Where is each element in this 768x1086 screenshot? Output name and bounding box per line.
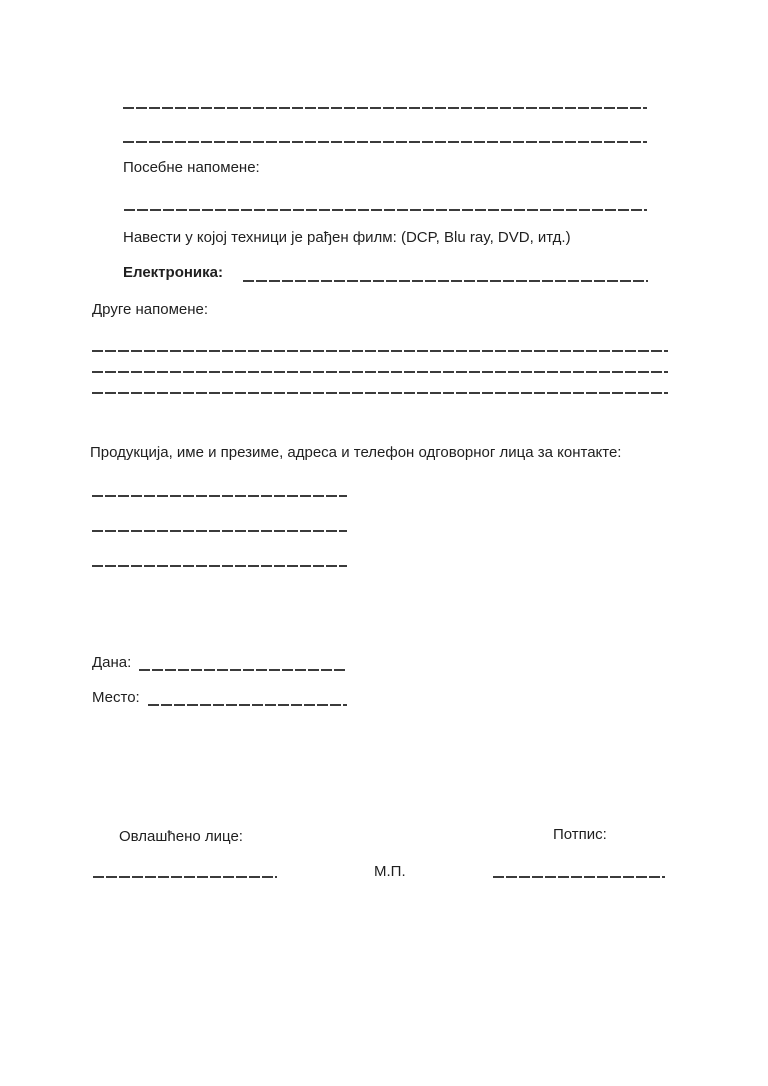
- electronics-input-line[interactable]: [243, 280, 648, 282]
- date-input-line[interactable]: [139, 669, 347, 671]
- authorized-person-label: Овлашћено лице:: [119, 828, 243, 845]
- production-contact-input-line-2[interactable]: [92, 530, 347, 532]
- place-input-line[interactable]: [148, 704, 347, 706]
- production-contact-label: Продукција, име и презиме, адреса и телефон одговорног лица за контакте:: [90, 444, 622, 461]
- notes-blank-line-1[interactable]: [123, 107, 647, 109]
- other-notes-label: Друге напомене:: [92, 301, 209, 318]
- special-notes-input-line[interactable]: [124, 209, 647, 211]
- notes-blank-line-2[interactable]: [123, 141, 647, 143]
- electronics-label: Електроника:: [123, 264, 223, 281]
- production-contact-input-line-1[interactable]: [92, 495, 347, 497]
- stamp-placeholder-label: М.П.: [374, 863, 406, 880]
- date-label: Дана:: [92, 654, 132, 671]
- special-notes-label: Посебне напомене:: [123, 159, 260, 176]
- authorized-person-signature-line[interactable]: [93, 876, 277, 878]
- signature-line[interactable]: [493, 876, 665, 878]
- other-notes-input-line-2[interactable]: [92, 371, 668, 373]
- signature-label: Потпис:: [553, 826, 607, 843]
- technique-instruction-label: Навести у којој техници је рађен филм: (DCP, Blu ray, DVD, итд.): [123, 229, 571, 246]
- other-notes-input-line-3[interactable]: [92, 392, 668, 394]
- place-label: Место:: [92, 689, 140, 706]
- production-contact-input-line-3[interactable]: [92, 565, 347, 567]
- other-notes-input-line-1[interactable]: [92, 350, 668, 352]
